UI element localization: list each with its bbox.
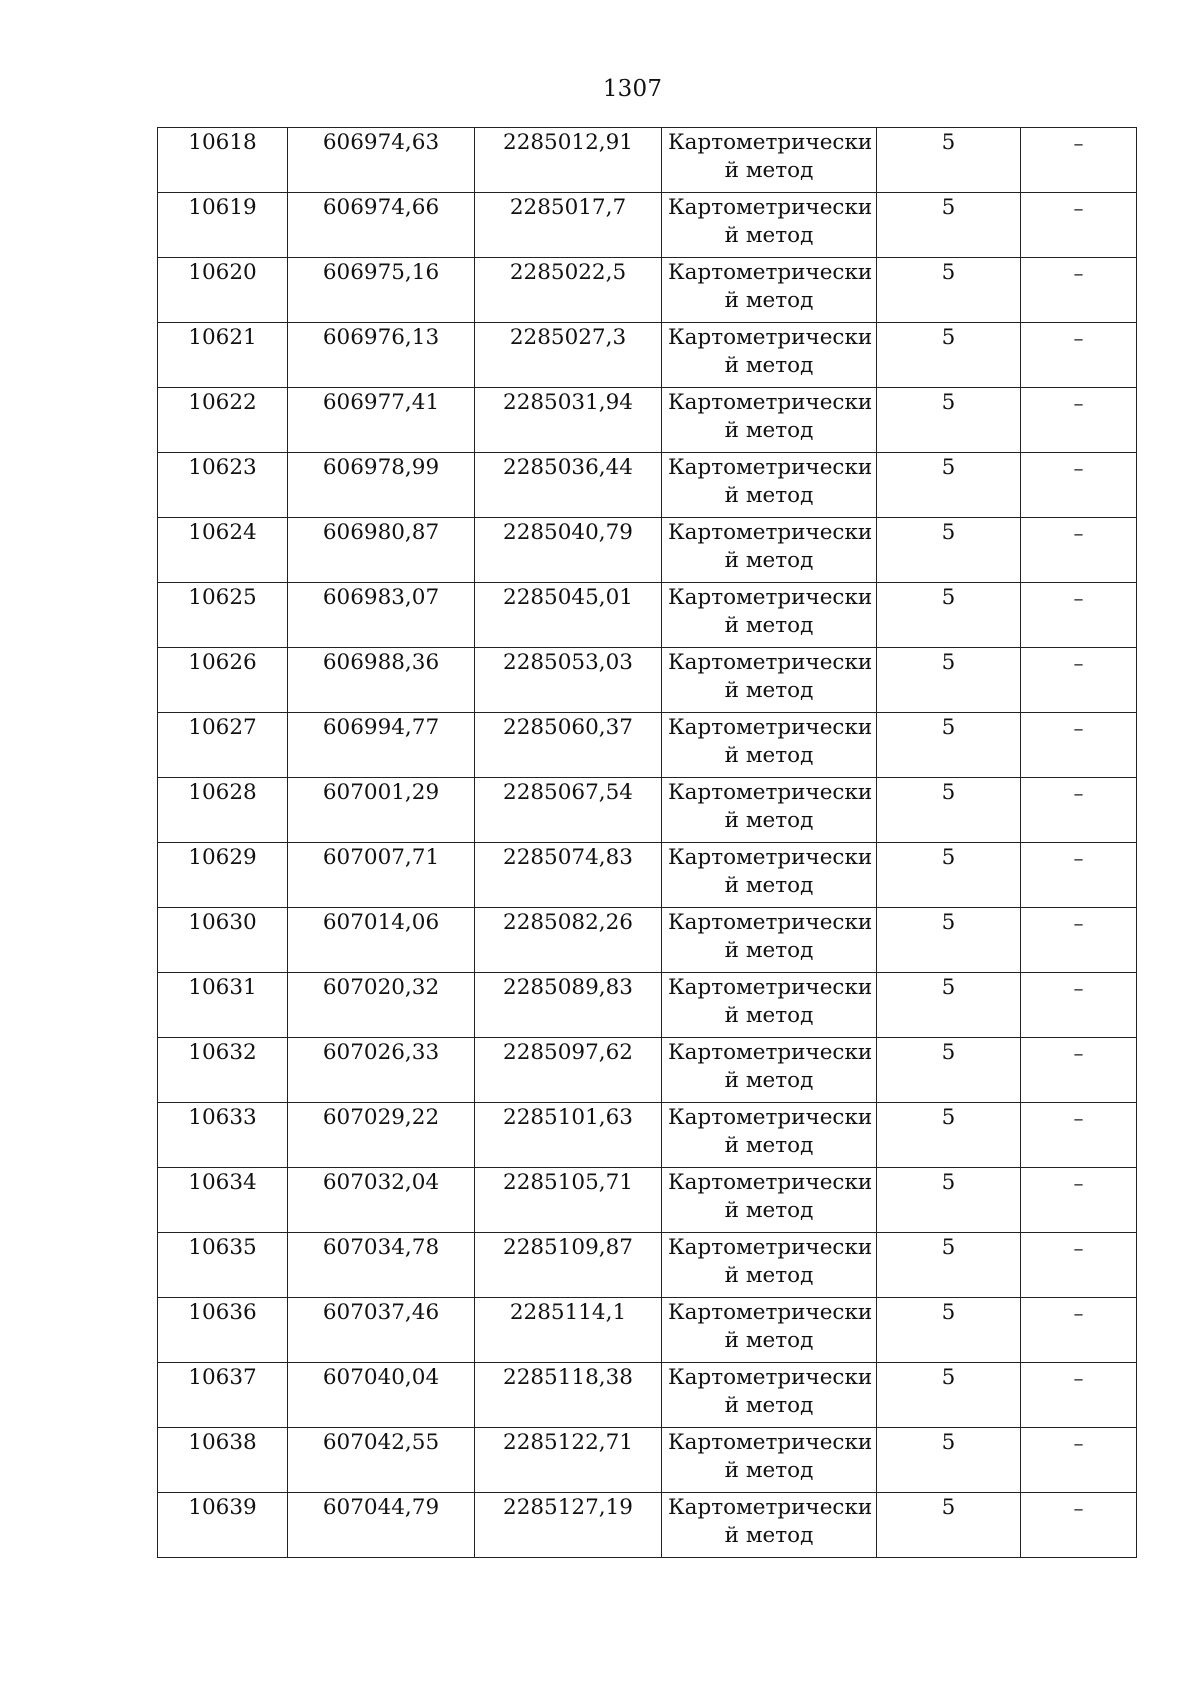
accuracy-cell-text: 5	[941, 1430, 956, 1455]
method-cell	[662, 128, 877, 193]
y-coordinate-cell-text: 2285012,91	[503, 130, 633, 155]
table-row	[158, 1233, 1137, 1298]
x-coordinate-cell	[288, 388, 475, 453]
table-row	[158, 1493, 1137, 1558]
method-cell-text: Картометрически й метод	[668, 1365, 873, 1418]
y-coordinate-cell-text: 2285022,5	[509, 260, 627, 285]
x-coordinate-cell-text: 606976,13	[322, 325, 440, 350]
point-number-cell-text: 10637	[188, 1365, 257, 1390]
method-cell	[662, 1103, 877, 1168]
x-coordinate-cell-text: 607037,46	[322, 1300, 440, 1325]
note-cell	[1021, 908, 1137, 973]
point-number-cell-text: 10634	[188, 1170, 257, 1195]
note-cell	[1021, 193, 1137, 258]
x-coordinate-cell-text: 606975,16	[322, 260, 440, 285]
y-coordinate-cell-text: 2285031,94	[503, 390, 633, 415]
table-row	[158, 128, 1137, 193]
point-number-cell-text: 10618	[188, 130, 257, 155]
method-cell	[662, 388, 877, 453]
y-coordinate-cell-text: 2285082,26	[503, 910, 633, 935]
x-coordinate-cell	[288, 258, 475, 323]
table-row	[158, 1103, 1137, 1168]
method-cell	[662, 908, 877, 973]
method-cell	[662, 778, 877, 843]
table-row	[158, 908, 1137, 973]
note-cell	[1021, 1493, 1137, 1558]
accuracy-cell	[877, 1363, 1021, 1428]
method-cell-text: Картометрически й метод	[668, 1105, 873, 1158]
accuracy-cell	[877, 453, 1021, 518]
accuracy-cell-text: 5	[941, 455, 956, 480]
note-cell-text: –	[1073, 1366, 1084, 1390]
point-number-cell	[158, 648, 288, 713]
method-cell	[662, 583, 877, 648]
y-coordinate-cell	[475, 128, 662, 193]
point-number-cell-text: 10638	[188, 1430, 257, 1455]
method-cell-text: Картометрически й метод	[668, 520, 873, 573]
table-row	[158, 258, 1137, 323]
accuracy-cell	[877, 1298, 1021, 1363]
method-cell-text: Картометрически й метод	[668, 650, 873, 703]
x-coordinate-cell	[288, 713, 475, 778]
method-cell-text: Картометрически й метод	[668, 780, 873, 833]
note-cell-text: –	[1073, 781, 1084, 805]
table-row	[158, 778, 1137, 843]
note-cell-text: –	[1073, 1301, 1084, 1325]
point-number-cell	[158, 1428, 288, 1493]
note-cell	[1021, 1103, 1137, 1168]
note-cell	[1021, 843, 1137, 908]
method-cell	[662, 1233, 877, 1298]
method-cell	[662, 323, 877, 388]
method-cell-text: Картометрически й метод	[668, 325, 873, 378]
y-coordinate-cell-text: 2285101,63	[503, 1105, 633, 1130]
table-row	[158, 713, 1137, 778]
point-number-cell-text: 10624	[188, 520, 257, 545]
note-cell-text: –	[1073, 1171, 1084, 1195]
accuracy-cell-text: 5	[941, 195, 956, 220]
x-coordinate-cell	[288, 1428, 475, 1493]
y-coordinate-cell	[475, 778, 662, 843]
x-coordinate-cell-text: 607026,33	[322, 1040, 440, 1065]
x-coordinate-cell	[288, 453, 475, 518]
accuracy-cell	[877, 1493, 1021, 1558]
point-number-cell	[158, 583, 288, 648]
y-coordinate-cell	[475, 713, 662, 778]
accuracy-cell	[877, 258, 1021, 323]
accuracy-cell-text: 5	[941, 1235, 956, 1260]
point-number-cell	[158, 128, 288, 193]
accuracy-cell	[877, 1168, 1021, 1233]
y-coordinate-cell	[475, 1493, 662, 1558]
accuracy-cell-text: 5	[941, 845, 956, 870]
accuracy-cell	[877, 713, 1021, 778]
note-cell	[1021, 453, 1137, 518]
method-cell-text: Картометрически й метод	[668, 585, 873, 638]
table-row	[158, 1038, 1137, 1103]
accuracy-cell-text: 5	[941, 1300, 956, 1325]
y-coordinate-cell	[475, 193, 662, 258]
y-coordinate-cell-text: 2285060,37	[503, 715, 633, 740]
accuracy-cell-text: 5	[941, 1040, 956, 1065]
method-cell-text: Картометрически й метод	[668, 1170, 873, 1223]
point-number-cell-text: 10625	[188, 585, 257, 610]
x-coordinate-cell-text: 607001,29	[322, 780, 440, 805]
point-number-cell	[158, 1038, 288, 1103]
y-coordinate-cell	[475, 388, 662, 453]
x-coordinate-cell-text: 607032,04	[322, 1170, 440, 1195]
y-coordinate-cell	[475, 323, 662, 388]
method-cell-text: Картометрически й метод	[668, 1300, 873, 1353]
x-coordinate-cell	[288, 128, 475, 193]
method-cell	[662, 258, 877, 323]
accuracy-cell	[877, 1428, 1021, 1493]
point-number-cell	[158, 713, 288, 778]
note-cell-text: –	[1073, 1236, 1084, 1260]
accuracy-cell-text: 5	[941, 130, 956, 155]
accuracy-cell	[877, 843, 1021, 908]
method-cell-text: Картометрически й метод	[668, 455, 873, 508]
point-number-cell-text: 10639	[188, 1495, 257, 1520]
coordinates-table-body	[158, 128, 1137, 1558]
y-coordinate-cell	[475, 908, 662, 973]
note-cell	[1021, 128, 1137, 193]
method-cell-text: Картометрически й метод	[668, 1495, 873, 1548]
x-coordinate-cell-text: 606974,63	[322, 130, 440, 155]
y-coordinate-cell-text: 2285109,87	[503, 1235, 633, 1260]
y-coordinate-cell	[475, 1298, 662, 1363]
point-number-cell	[158, 1298, 288, 1363]
y-coordinate-cell-text: 2285036,44	[503, 455, 633, 480]
accuracy-cell-text: 5	[941, 910, 956, 935]
note-cell	[1021, 1038, 1137, 1103]
accuracy-cell	[877, 1233, 1021, 1298]
accuracy-cell-text: 5	[941, 1170, 956, 1195]
note-cell-text: –	[1073, 846, 1084, 870]
accuracy-cell-text: 5	[941, 975, 956, 1000]
method-cell-text: Картометрически й метод	[668, 260, 873, 313]
method-cell-text: Картометрически й метод	[668, 715, 873, 768]
note-cell-text: –	[1073, 976, 1084, 1000]
point-number-cell-text: 10636	[188, 1300, 257, 1325]
accuracy-cell	[877, 648, 1021, 713]
x-coordinate-cell-text: 606974,66	[322, 195, 440, 220]
method-cell	[662, 1298, 877, 1363]
point-number-cell-text: 10628	[188, 780, 257, 805]
note-cell-text: –	[1073, 911, 1084, 935]
note-cell-text: –	[1073, 261, 1084, 285]
note-cell	[1021, 1363, 1137, 1428]
point-number-cell-text: 10633	[188, 1105, 257, 1130]
y-coordinate-cell-text: 2285045,01	[503, 585, 633, 610]
y-coordinate-cell-text: 2285017,7	[509, 195, 627, 220]
y-coordinate-cell	[475, 1103, 662, 1168]
y-coordinate-cell	[475, 843, 662, 908]
table-row	[158, 1363, 1137, 1428]
note-cell	[1021, 323, 1137, 388]
y-coordinate-cell	[475, 973, 662, 1038]
note-cell	[1021, 518, 1137, 583]
method-cell	[662, 973, 877, 1038]
x-coordinate-cell-text: 607007,71	[322, 845, 440, 870]
accuracy-cell	[877, 778, 1021, 843]
x-coordinate-cell	[288, 518, 475, 583]
method-cell-text: Картометрически й метод	[668, 1040, 873, 1093]
point-number-cell	[158, 193, 288, 258]
x-coordinate-cell-text: 606980,87	[322, 520, 440, 545]
table-row	[158, 973, 1137, 1038]
table-row	[158, 1298, 1137, 1363]
y-coordinate-cell-text: 2285074,83	[503, 845, 633, 870]
accuracy-cell-text: 5	[941, 520, 956, 545]
note-cell-text: –	[1073, 131, 1084, 155]
method-cell	[662, 453, 877, 518]
accuracy-cell-text: 5	[941, 585, 956, 610]
table-row	[158, 583, 1137, 648]
note-cell-text: –	[1073, 521, 1084, 545]
note-cell	[1021, 1168, 1137, 1233]
table-row	[158, 193, 1137, 258]
point-number-cell	[158, 843, 288, 908]
x-coordinate-cell-text: 607029,22	[322, 1105, 440, 1130]
note-cell-text: –	[1073, 456, 1084, 480]
x-coordinate-cell	[288, 1363, 475, 1428]
y-coordinate-cell-text: 2285053,03	[503, 650, 633, 675]
y-coordinate-cell-text: 2285040,79	[503, 520, 633, 545]
accuracy-cell-text: 5	[941, 650, 956, 675]
x-coordinate-cell-text: 607034,78	[322, 1235, 440, 1260]
accuracy-cell	[877, 973, 1021, 1038]
point-number-cell	[158, 973, 288, 1038]
point-number-cell-text: 10635	[188, 1235, 257, 1260]
method-cell-text: Картометрически й метод	[668, 390, 873, 443]
point-number-cell	[158, 778, 288, 843]
coordinates-table	[157, 127, 1137, 1558]
note-cell	[1021, 713, 1137, 778]
point-number-cell	[158, 323, 288, 388]
note-cell	[1021, 1428, 1137, 1493]
y-coordinate-cell	[475, 518, 662, 583]
accuracy-cell	[877, 1038, 1021, 1103]
x-coordinate-cell	[288, 1168, 475, 1233]
point-number-cell-text: 10622	[188, 390, 257, 415]
point-number-cell	[158, 1103, 288, 1168]
accuracy-cell-text: 5	[941, 390, 956, 415]
accuracy-cell	[877, 908, 1021, 973]
note-cell	[1021, 648, 1137, 713]
method-cell	[662, 1038, 877, 1103]
method-cell	[662, 1493, 877, 1558]
x-coordinate-cell	[288, 193, 475, 258]
table-row	[158, 1168, 1137, 1233]
x-coordinate-cell	[288, 1038, 475, 1103]
point-number-cell	[158, 1493, 288, 1558]
x-coordinate-cell-text: 607014,06	[322, 910, 440, 935]
y-coordinate-cell-text: 2285067,54	[503, 780, 633, 805]
method-cell	[662, 648, 877, 713]
point-number-cell	[158, 453, 288, 518]
accuracy-cell-text: 5	[941, 780, 956, 805]
y-coordinate-cell-text: 2285097,62	[503, 1040, 633, 1065]
note-cell-text: –	[1073, 1431, 1084, 1455]
y-coordinate-cell-text: 2285118,38	[503, 1365, 633, 1390]
y-coordinate-cell-text: 2285027,3	[509, 325, 627, 350]
note-cell	[1021, 1233, 1137, 1298]
method-cell	[662, 1168, 877, 1233]
note-cell-text: –	[1073, 1041, 1084, 1065]
note-cell-text: –	[1073, 391, 1084, 415]
y-coordinate-cell	[475, 648, 662, 713]
point-number-cell	[158, 1168, 288, 1233]
note-cell-text: –	[1073, 716, 1084, 740]
accuracy-cell-text: 5	[941, 1365, 956, 1390]
note-cell	[1021, 778, 1137, 843]
x-coordinate-cell	[288, 1298, 475, 1363]
point-number-cell	[158, 518, 288, 583]
note-cell	[1021, 583, 1137, 648]
point-number-cell-text: 10632	[188, 1040, 257, 1065]
point-number-cell	[158, 388, 288, 453]
x-coordinate-cell	[288, 1493, 475, 1558]
accuracy-cell-text: 5	[941, 325, 956, 350]
x-coordinate-cell-text: 606988,36	[322, 650, 440, 675]
x-coordinate-cell	[288, 323, 475, 388]
table-row	[158, 843, 1137, 908]
note-cell-text: –	[1073, 1106, 1084, 1130]
note-cell	[1021, 388, 1137, 453]
point-number-cell-text: 10619	[188, 195, 257, 220]
x-coordinate-cell	[288, 648, 475, 713]
y-coordinate-cell	[475, 1233, 662, 1298]
x-coordinate-cell	[288, 973, 475, 1038]
method-cell-text: Картометрически й метод	[668, 130, 873, 183]
x-coordinate-cell-text: 607044,79	[322, 1495, 440, 1520]
x-coordinate-cell	[288, 908, 475, 973]
table-row	[158, 388, 1137, 453]
x-coordinate-cell	[288, 778, 475, 843]
page-number: 1307	[602, 76, 663, 102]
y-coordinate-cell	[475, 1168, 662, 1233]
point-number-cell-text: 10627	[188, 715, 257, 740]
y-coordinate-cell	[475, 258, 662, 323]
y-coordinate-cell	[475, 1038, 662, 1103]
accuracy-cell	[877, 323, 1021, 388]
method-cell-text: Картометрически й метод	[668, 1430, 873, 1483]
note-cell-text: –	[1073, 586, 1084, 610]
y-coordinate-cell-text: 2285127,19	[503, 1495, 633, 1520]
method-cell	[662, 518, 877, 583]
accuracy-cell	[877, 388, 1021, 453]
table-row	[158, 1428, 1137, 1493]
x-coordinate-cell	[288, 583, 475, 648]
method-cell-text: Картометрически й метод	[668, 195, 873, 248]
x-coordinate-cell-text: 607040,04	[322, 1365, 440, 1390]
point-number-cell-text: 10626	[188, 650, 257, 675]
y-coordinate-cell	[475, 453, 662, 518]
table-row	[158, 453, 1137, 518]
note-cell	[1021, 973, 1137, 1038]
point-number-cell	[158, 1233, 288, 1298]
y-coordinate-cell-text: 2285089,83	[503, 975, 633, 1000]
table-row	[158, 518, 1137, 583]
y-coordinate-cell	[475, 1363, 662, 1428]
point-number-cell-text: 10623	[188, 455, 257, 480]
accuracy-cell	[877, 1103, 1021, 1168]
note-cell-text: –	[1073, 326, 1084, 350]
method-cell	[662, 843, 877, 908]
point-number-cell	[158, 258, 288, 323]
x-coordinate-cell-text: 607020,32	[322, 975, 440, 1000]
point-number-cell-text: 10631	[188, 975, 257, 1000]
method-cell	[662, 1363, 877, 1428]
point-number-cell-text: 10620	[188, 260, 257, 285]
x-coordinate-cell-text: 606983,07	[322, 585, 440, 610]
y-coordinate-cell-text: 2285105,71	[503, 1170, 633, 1195]
point-number-cell-text: 10621	[188, 325, 257, 350]
method-cell	[662, 1428, 877, 1493]
accuracy-cell	[877, 193, 1021, 258]
x-coordinate-cell-text: 606994,77	[322, 715, 440, 740]
y-coordinate-cell-text: 2285122,71	[503, 1430, 633, 1455]
x-coordinate-cell	[288, 843, 475, 908]
y-coordinate-cell-text: 2285114,1	[509, 1300, 627, 1325]
x-coordinate-cell	[288, 1103, 475, 1168]
accuracy-cell-text: 5	[941, 260, 956, 285]
method-cell	[662, 193, 877, 258]
note-cell-text: –	[1073, 651, 1084, 675]
note-cell-text: –	[1073, 196, 1084, 220]
method-cell-text: Картометрически й метод	[668, 910, 873, 963]
x-coordinate-cell	[288, 1233, 475, 1298]
x-coordinate-cell-text: 606978,99	[322, 455, 440, 480]
accuracy-cell	[877, 128, 1021, 193]
accuracy-cell-text: 5	[941, 1495, 956, 1520]
accuracy-cell	[877, 583, 1021, 648]
accuracy-cell-text: 5	[941, 1105, 956, 1130]
note-cell	[1021, 258, 1137, 323]
y-coordinate-cell	[475, 583, 662, 648]
point-number-cell	[158, 908, 288, 973]
note-cell-text: –	[1073, 1496, 1084, 1520]
method-cell-text: Картометрически й метод	[668, 845, 873, 898]
method-cell	[662, 713, 877, 778]
table-row	[158, 648, 1137, 713]
accuracy-cell	[877, 518, 1021, 583]
x-coordinate-cell-text: 606977,41	[322, 390, 440, 415]
accuracy-cell-text: 5	[941, 715, 956, 740]
y-coordinate-cell	[475, 1428, 662, 1493]
note-cell	[1021, 1298, 1137, 1363]
x-coordinate-cell-text: 607042,55	[322, 1430, 440, 1455]
table-row	[158, 323, 1137, 388]
point-number-cell-text: 10629	[188, 845, 257, 870]
point-number-cell	[158, 1363, 288, 1428]
method-cell-text: Картометрически й метод	[668, 975, 873, 1028]
method-cell-text: Картометрически й метод	[668, 1235, 873, 1288]
point-number-cell-text: 10630	[188, 910, 257, 935]
